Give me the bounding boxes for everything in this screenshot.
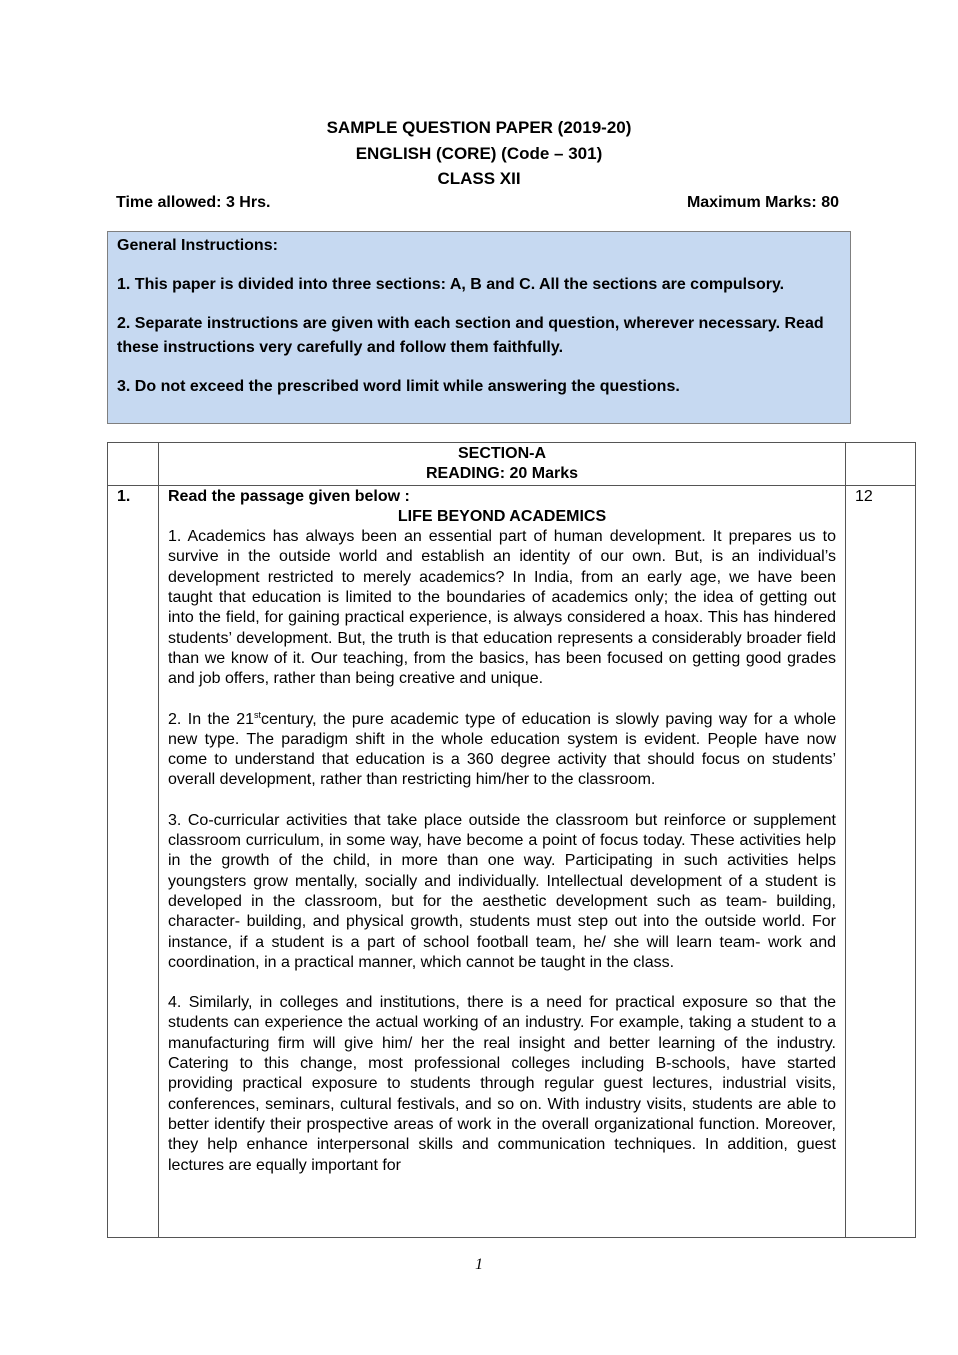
passage-paragraph-3: 3. Co-curricular activities that take place outside the classroom but reinforce or supplement classroom curriculum, in some way, have become a point of focus today. These activities help in the growth of the child, in more than one way. Participating in such activities helps youngsters grow mentally, socially and individually. Intellectual development of a student is developed in the classroom, but for the aesthetic development such as team- building, character- building, and physical growth, students must step out into the outside world. For instance, if a student is a part of school football team, he/ she will learn team- work and coordination, in a practical manner, which cannot be taught in the class. — [168, 811, 836, 971]
passage-paragraph-1: 1. Academics has always been an essential part of human development. It prepares us to survive in the outside world and establish an identity of our own. But, is an individual’s development restricted to merely academics? In India, from an early age, we have been taught that education is limited to the boundaries of academics only; the idea of getting out into the field, for gaining practical experience, is always considered a hoax. This has hindered students’ development. But, the truth is that education represents a considerably broader field than we know of it. Our teaching, from the basics, has been focused on getting good grades and job offers, rather than being creative and unique. — [168, 528, 836, 688]
paragraph-2-start: 2. In the 21 — [168, 710, 254, 728]
question-marks: 12 — [846, 485, 916, 1237]
page-number: 1 — [475, 1256, 483, 1273]
empty-marks-cell — [846, 443, 916, 486]
paragraph-2-rest: century, the pure academic type of education is slowly paving way for a whole new type. The paradigm shift in the whole education system is evident. People have now come to understand that education is a 360 degree activity that should focus on students’ overall development, rather than restricting him/her to the classroom. — [168, 710, 837, 789]
section-header-row — [108, 443, 916, 486]
question-prompt: Read the passage given below : — [168, 487, 410, 505]
section-header-cell — [159, 443, 846, 486]
section-subtitle: READING: 20 Marks — [425, 465, 579, 483]
instructions-title: General Instructions: — [117, 237, 278, 254]
subject-title: ENGLISH (CORE) (Code – 301) — [355, 144, 603, 163]
section-title: SECTION-A — [458, 445, 546, 462]
passage-paragraph-4: 4. Similarly, in colleges and institutions, there is a need for practical exposure so that the students can experience the actual working of an industry. For example, taking a student to a manufacturing firm will give him/ her the real insight and better learning of the industry. Catering to this change, most professional colleges including B-schools, have started providing practical exposure to students through regular guest lectures, industrial visits, conferences, seminars, cultural festivals, and so on. With industry visits, students are able to better identify their prospective areas of work in the overall organizational function. Moreover, they help enhance interpersonal skills and communication techniques. In addition, guest lectures are equally important for — [168, 994, 836, 1174]
paper-title: SAMPLE QUESTION PAPER (2019-20) — [326, 118, 632, 137]
general-instructions-box — [107, 231, 851, 424]
empty-number-cell — [108, 443, 159, 486]
class-title: CLASS XII — [437, 169, 521, 188]
question-row — [108, 485, 916, 1237]
question-content — [159, 485, 846, 1237]
time-allowed: Time allowed: 3 Hrs. — [116, 194, 271, 211]
passage-paragraph-2 — [168, 710, 836, 791]
instruction-item-1: 1. This paper is divided into three sections: A, B and C. All the sections are compulsory. — [117, 276, 785, 293]
instruction-item-2: 2. Separate instructions are given with each section and question, wherever necessary. Read these instructions very carefully and follow them faithfully. — [117, 315, 824, 356]
maximum-marks: Maximum Marks: 80 — [686, 194, 839, 211]
question-number: 1. — [108, 485, 159, 1237]
passage-title: LIFE BEYOND ACADEMICS — [397, 507, 607, 525]
instruction-item-3: 3. Do not exceed the prescribed word limit while answering the questions. — [117, 378, 680, 395]
question-table — [107, 442, 916, 1238]
ordinal-suffix: st — [254, 709, 262, 720]
